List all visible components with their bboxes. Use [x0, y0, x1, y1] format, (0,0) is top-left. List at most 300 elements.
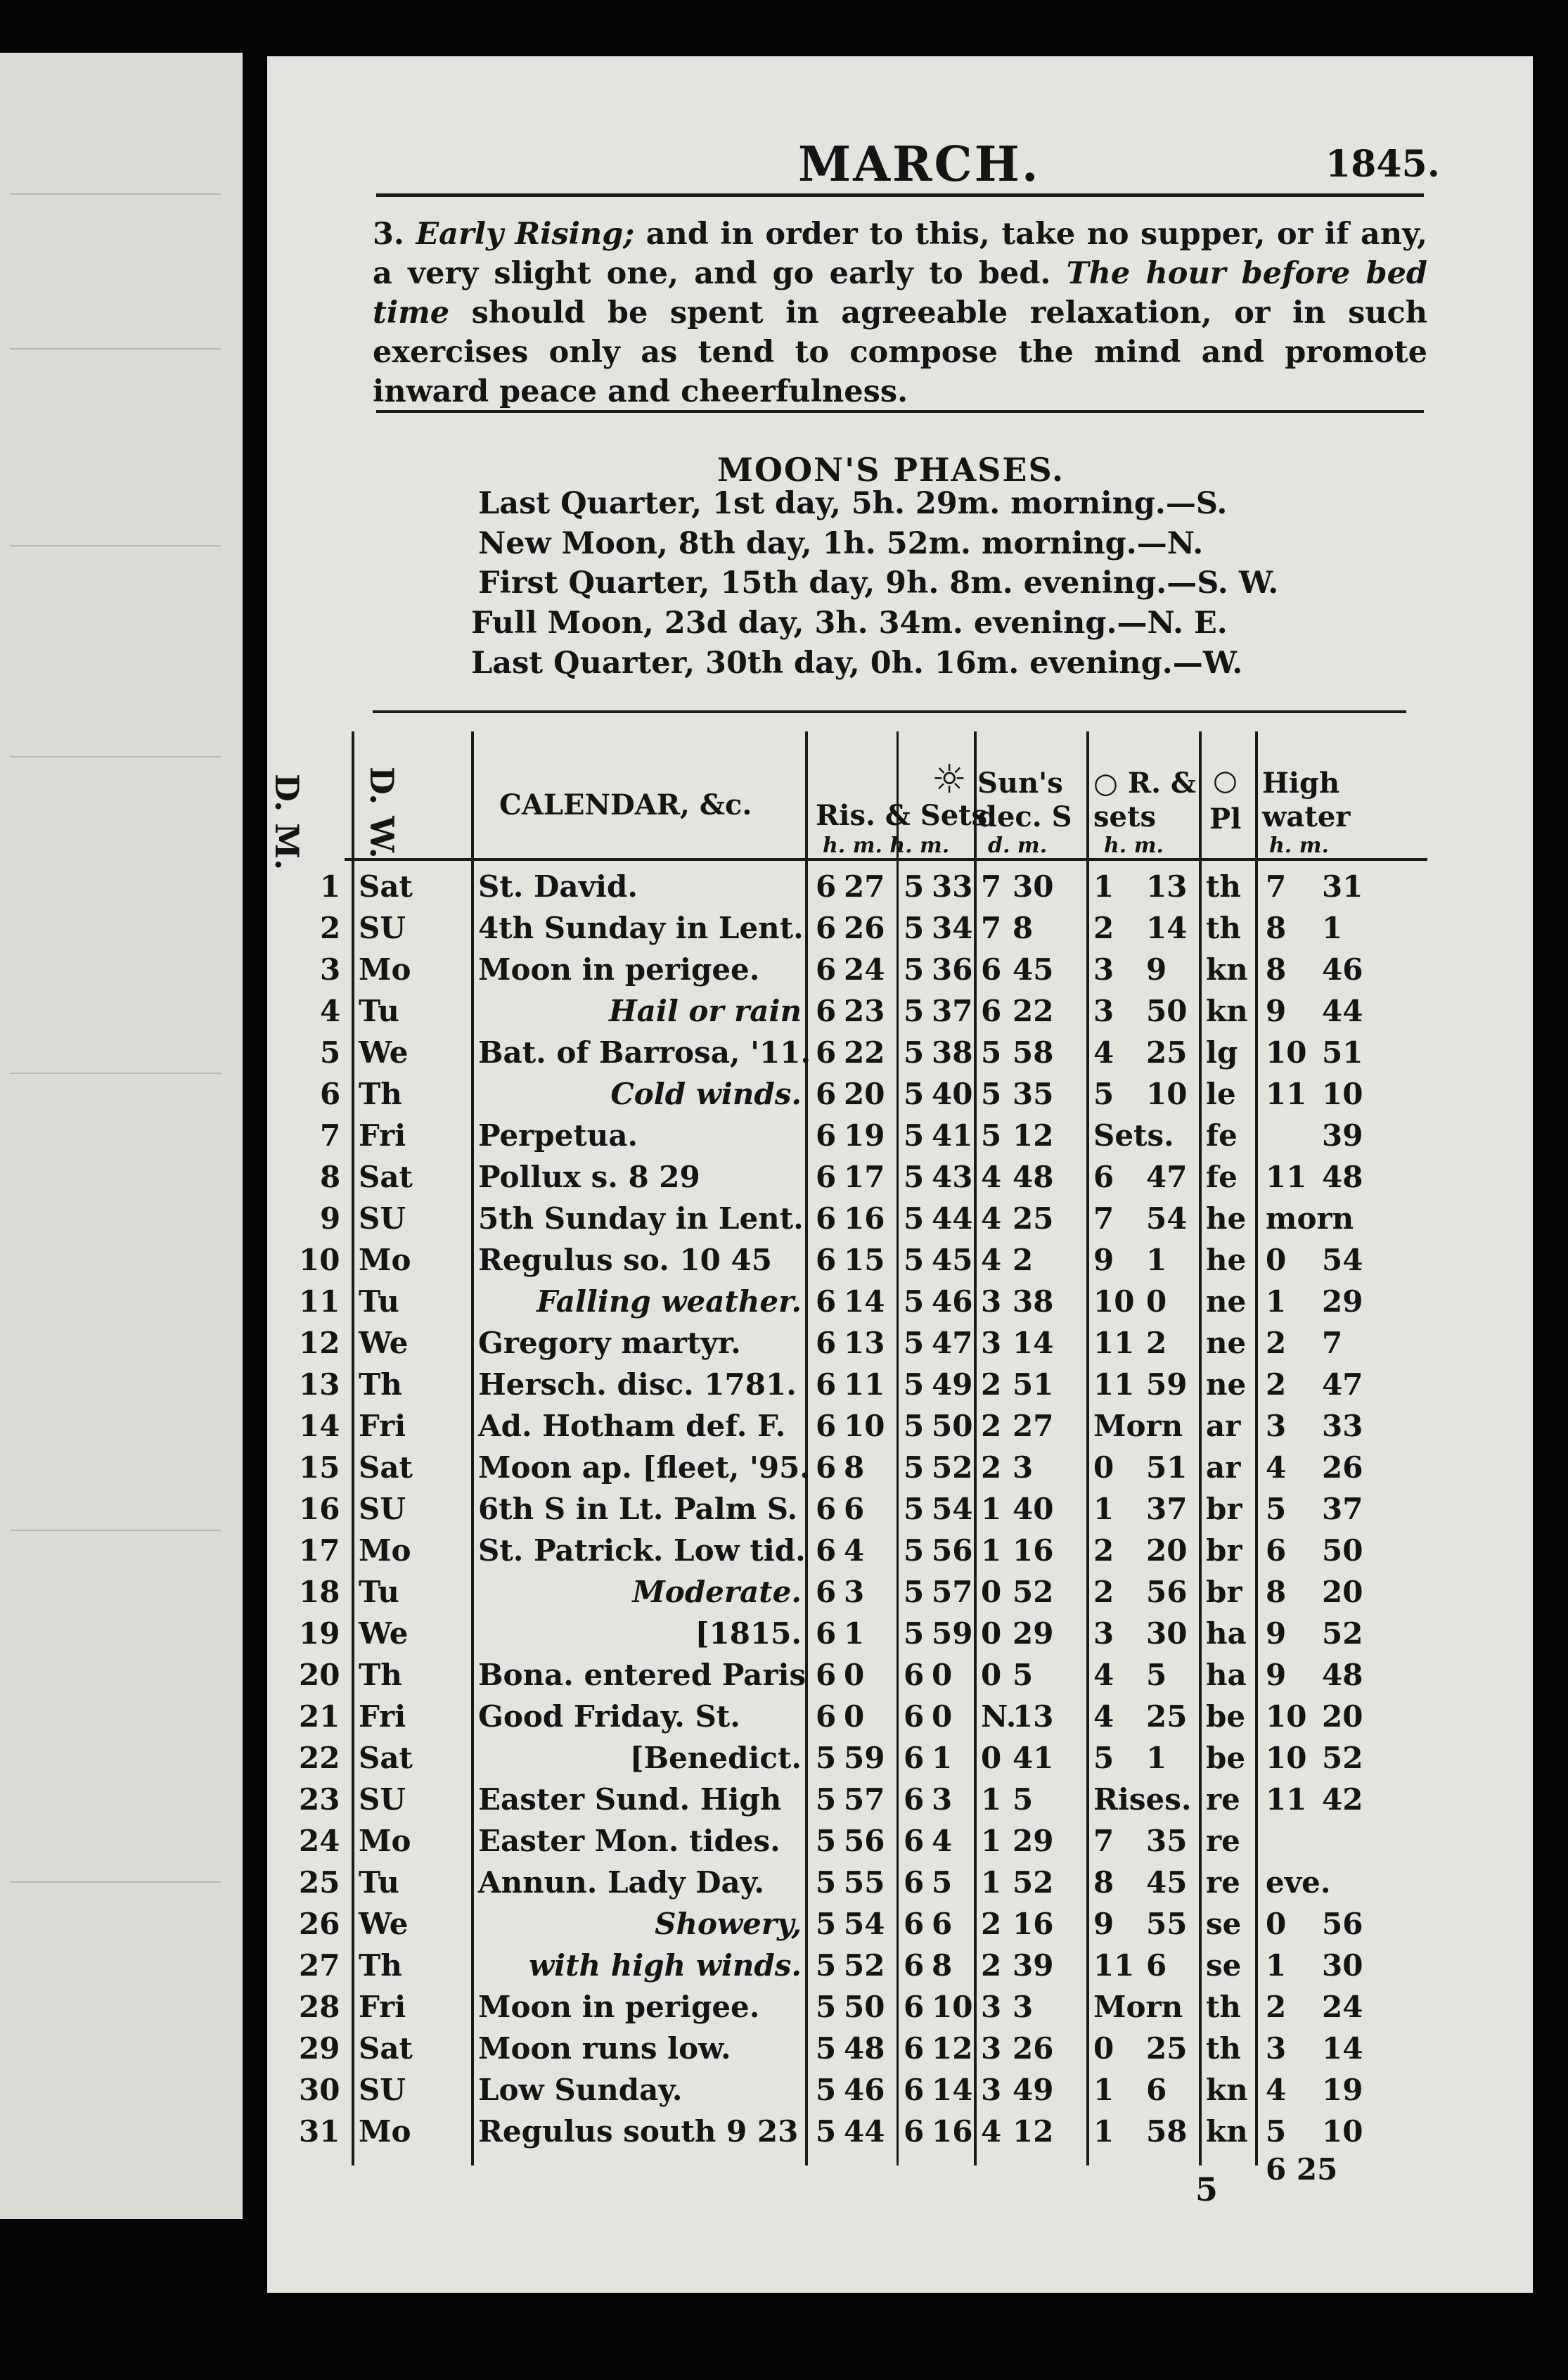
row-dec-deg: 3	[981, 2073, 1002, 2107]
row-moon-place: ne	[1206, 1326, 1247, 1360]
row-day-of-month: 27	[299, 1948, 340, 1983]
row-hw-min: 7	[1322, 1326, 1343, 1360]
row-dec-deg: 4	[981, 1243, 1002, 1277]
row-day-of-month: 20	[299, 1658, 340, 1692]
row-sunrise-min: 44	[844, 2114, 885, 2149]
row-sunset-min: 5	[932, 1865, 953, 1900]
row-moon-hour: 4	[1093, 1699, 1114, 1734]
row-dec-min: 52	[1013, 1575, 1054, 1609]
row-calendar-note: Regulus so. 10 45	[478, 1243, 772, 1277]
row-sunset-hour: 5	[904, 1450, 925, 1485]
row-moon-place: kn	[1206, 2073, 1248, 2107]
row-sunrise-hour: 5	[816, 2031, 837, 2066]
row-calendar-note: Good Friday. St.	[478, 1699, 740, 1734]
row-hw-min: 1	[1322, 911, 1343, 945]
row-hw-min: 10	[1322, 1077, 1363, 1111]
row-day-of-month: 25	[299, 1865, 340, 1900]
header-day-of-week: D. W.	[363, 767, 401, 859]
row-hw-hour: morn	[1266, 1201, 1354, 1236]
row-sunset-min: 57	[932, 1575, 973, 1609]
row-moon-hour: 2	[1093, 911, 1114, 945]
row-day-of-week: Sat	[359, 1450, 413, 1485]
row-dec-min: 22	[1013, 994, 1054, 1028]
col-sep-cal	[471, 731, 474, 2165]
row-day-of-month: 14	[299, 1409, 340, 1443]
row-sunrise-min: 59	[844, 1741, 885, 1775]
row-sunset-hour: 5	[904, 1118, 925, 1153]
row-dec-deg: 7	[981, 869, 1002, 904]
row-sunrise-min: 23	[844, 994, 885, 1028]
row-day-of-week: SU	[359, 1201, 406, 1236]
row-moon-hour: 11	[1093, 1948, 1135, 1983]
row-hw-hour: 11	[1266, 1782, 1307, 1817]
row-moon-hour: 1	[1093, 1492, 1114, 1526]
row-hw-min: 24	[1322, 1990, 1363, 2024]
row-day-of-week: We	[359, 1035, 409, 1070]
row-sunset-min: 10	[932, 1990, 973, 2024]
row-sunset-hour: 6	[904, 1699, 925, 1734]
row-sunrise-hour: 5	[816, 1865, 837, 1900]
row-dec-min: 41	[1013, 1741, 1054, 1775]
row-hw-min: 14	[1322, 2031, 1363, 2066]
header-dec-units: d. m.	[988, 833, 1048, 858]
row-sunrise-hour: 6	[816, 1160, 837, 1194]
row-moon-min: 25	[1146, 1699, 1188, 1734]
row-hw-min: 44	[1322, 994, 1363, 1028]
row-calendar-note: Cold winds.	[610, 1077, 802, 1111]
row-dec-min: 29	[1013, 1616, 1054, 1651]
row-day-of-week: Fri	[359, 1990, 406, 2024]
row-day-of-week: Mo	[359, 2114, 411, 2149]
row-day-of-month: 29	[299, 2031, 340, 2066]
row-moon-place: kn	[1206, 2114, 1248, 2149]
row-dec-deg: 2	[981, 1409, 1002, 1443]
row-sunset-hour: 6	[904, 1948, 925, 1983]
row-day-of-week: SU	[359, 1782, 406, 1817]
row-sunrise-min: 4	[844, 1533, 865, 1568]
row-moon-hour: 4	[1093, 1035, 1114, 1070]
row-moon-place: be	[1206, 1741, 1246, 1775]
row-dec-deg: 1	[981, 1824, 1002, 1858]
row-dec-min: 48	[1013, 1160, 1054, 1194]
row-dec-min: 14	[1013, 1326, 1054, 1360]
row-day-of-month: 5	[320, 1035, 341, 1070]
row-sunset-hour: 6	[904, 1741, 925, 1775]
row-calendar-note: Gregory martyr.	[478, 1326, 741, 1360]
row-moon-min: 30	[1146, 1616, 1188, 1651]
row-sunset-hour: 5	[904, 1533, 925, 1568]
header-hw-units: h. m.	[1269, 833, 1329, 858]
row-calendar-note: Falling weather.	[536, 1284, 802, 1319]
row-moon-place: ne	[1206, 1367, 1247, 1402]
row-moon-hour: 7	[1093, 1824, 1114, 1858]
header-day-of-month: D. M.	[268, 774, 306, 871]
row-hw-hour: 2	[1266, 1990, 1287, 2024]
row-dec-deg: 4	[981, 1160, 1002, 1194]
row-moon-place: th	[1206, 2031, 1241, 2066]
row-sunset-min: 52	[932, 1450, 973, 1485]
row-moon-min: 1	[1146, 1741, 1167, 1775]
row-dec-min: 5	[1013, 1782, 1034, 1817]
row-calendar-note: Bona. entered Paris	[478, 1658, 807, 1692]
row-sunrise-hour: 6	[816, 1450, 837, 1485]
row-dec-deg: 1	[981, 1533, 1002, 1568]
row-sunrise-min: 20	[844, 1077, 885, 1111]
row-sunrise-min: 13	[844, 1326, 885, 1360]
row-moon-hour: 3	[1093, 952, 1114, 987]
row-dec-min: 2	[1013, 1243, 1034, 1277]
row-hw-hour: 11	[1266, 1160, 1307, 1194]
row-sunrise-hour: 5	[816, 1824, 837, 1858]
row-moon-place: fe	[1206, 1160, 1238, 1194]
row-calendar-note: Hersch. disc. 1781.	[478, 1367, 797, 1402]
row-moon-place: fe	[1206, 1118, 1238, 1153]
row-hw-extra: 6 25	[1266, 2152, 1338, 2187]
row-dec-min: 8	[1013, 911, 1034, 945]
header-rise-set-units: h. m. h. m.	[823, 833, 950, 858]
row-moon-min: 20	[1146, 1533, 1188, 1568]
row-day-of-month: 11	[299, 1284, 340, 1319]
row-moon-min: 51	[1146, 1450, 1188, 1485]
row-dec-min: 16	[1013, 1907, 1054, 1941]
row-hw-min: 20	[1322, 1699, 1363, 1734]
row-moon-hour: Morn	[1093, 1409, 1183, 1443]
row-sunset-hour: 5	[904, 1575, 925, 1609]
row-sunset-min: 54	[932, 1492, 973, 1526]
para-text-1: and in order to this, take no supper, or if any, a very slight one, and go early to bed.	[373, 217, 1427, 291]
row-sunrise-min: 3	[844, 1575, 865, 1609]
row-moon-min: 10	[1146, 1077, 1188, 1111]
row-hw-hour: 4	[1266, 1450, 1287, 1485]
row-moon-min: 59	[1146, 1367, 1188, 1402]
row-sunset-hour: 5	[904, 1284, 925, 1319]
row-calendar-note: Moderate.	[632, 1575, 802, 1609]
row-sunrise-min: 22	[844, 1035, 885, 1070]
row-moon-place: ha	[1206, 1658, 1247, 1692]
row-sunrise-min: 46	[844, 2073, 885, 2107]
row-moon-place: kn	[1206, 994, 1248, 1028]
row-day-of-week: We	[359, 1907, 409, 1941]
row-moon-min: 14	[1146, 911, 1188, 945]
row-sunset-hour: 5	[904, 994, 925, 1028]
row-sunrise-hour: 6	[816, 911, 837, 945]
row-day-of-week: Mo	[359, 1824, 411, 1858]
row-day-of-week: Th	[359, 1367, 402, 1402]
row-day-of-month: 23	[299, 1782, 340, 1817]
row-dec-min: 39	[1013, 1948, 1054, 1983]
row-moon-place: br	[1206, 1533, 1242, 1568]
row-moon-hour: 3	[1093, 1616, 1114, 1651]
row-calendar-note: St. Patrick. Low tid.	[478, 1533, 806, 1568]
row-sunset-min: 45	[932, 1243, 973, 1277]
row-sunset-min: 16	[932, 2114, 973, 2149]
moon-phases-title: MOON'S PHASES.	[717, 451, 1065, 489]
row-sunrise-hour: 6	[816, 1658, 837, 1692]
row-day-of-month: 21	[299, 1699, 340, 1734]
row-hw-hour: 3	[1266, 2031, 1287, 2066]
row-day-of-month: 28	[299, 1990, 340, 2024]
row-sunrise-min: 50	[844, 1990, 885, 2024]
row-hw-hour: 8	[1266, 911, 1287, 945]
row-dec-deg: 0	[981, 1658, 1002, 1692]
moon-bottom-rule	[373, 710, 1406, 713]
row-hw-hour: 9	[1266, 1658, 1287, 1692]
row-moon-place: ne	[1206, 1284, 1247, 1319]
row-dec-min: 13	[1013, 1699, 1054, 1734]
moon-phase-line: First Quarter, 15th day, 9h. 8m. evening.—S. W.	[478, 565, 1279, 601]
row-sunrise-hour: 6	[816, 1284, 837, 1319]
row-moon-min: 5	[1146, 1658, 1167, 1692]
row-sunrise-min: 19	[844, 1118, 885, 1153]
row-dec-min: 30	[1013, 869, 1054, 904]
row-hw-min: 46	[1322, 952, 1363, 987]
row-day-of-month: 17	[299, 1533, 340, 1568]
row-sunrise-min: 17	[844, 1160, 885, 1194]
row-sunset-min: 34	[932, 911, 973, 945]
row-sunrise-hour: 6	[816, 1077, 837, 1111]
row-calendar-note: Easter Mon. tides.	[478, 1824, 780, 1858]
row-day-of-month: 22	[299, 1741, 340, 1775]
row-moon-hour: 9	[1093, 1907, 1114, 1941]
row-hw-hour: 8	[1266, 952, 1287, 987]
row-sunset-min: 8	[932, 1948, 953, 1983]
row-sunset-min: 12	[932, 2031, 973, 2066]
row-dec-deg: 0	[981, 1575, 1002, 1609]
row-hw-min: 42	[1322, 1782, 1363, 1817]
row-sunrise-hour: 5	[816, 1948, 837, 1983]
row-day-of-month: 31	[299, 2114, 340, 2149]
row-hw-hour: 10	[1266, 1741, 1307, 1775]
row-moon-place: se	[1206, 1907, 1242, 1941]
row-moon-place: lg	[1206, 1035, 1238, 1070]
row-sunrise-min: 15	[844, 1243, 885, 1277]
row-sunrise-min: 16	[844, 1201, 885, 1236]
row-calendar-note: Ad. Hotham def. F.	[478, 1409, 786, 1443]
row-hw-min: 56	[1322, 1907, 1363, 1941]
row-sunrise-hour: 6	[816, 1616, 837, 1651]
row-sunset-hour: 6	[904, 2031, 925, 2066]
row-sunrise-hour: 5	[816, 1741, 837, 1775]
row-sunrise-min: 56	[844, 1824, 885, 1858]
row-sunset-min: 44	[932, 1201, 973, 1236]
row-sunrise-hour: 5	[816, 1782, 837, 1817]
row-moon-min: 54	[1146, 1201, 1188, 1236]
row-hw-hour: 10	[1266, 1035, 1307, 1070]
row-dec-deg: 3	[981, 2031, 1002, 2066]
row-sunrise-hour: 6	[816, 952, 837, 987]
row-sunrise-hour: 6	[816, 1533, 837, 1568]
row-dec-deg: 6	[981, 994, 1002, 1028]
row-day-of-month: 30	[299, 2073, 340, 2107]
row-moon-place: br	[1206, 1575, 1242, 1609]
row-sunset-min: 38	[932, 1035, 973, 1070]
row-dec-deg: 5	[981, 1077, 1002, 1111]
col-sep-moon	[1086, 731, 1089, 2165]
row-dec-deg: 4	[981, 2114, 1002, 2149]
row-moon-place: br	[1206, 1492, 1242, 1526]
row-hw-hour: 8	[1266, 1575, 1287, 1609]
row-moon-place: se	[1206, 1948, 1242, 1983]
row-dec-min: 27	[1013, 1409, 1054, 1443]
row-moon-hour: 9	[1093, 1243, 1114, 1277]
row-day-of-week: Mo	[359, 1533, 411, 1568]
row-day-of-month: 1	[320, 869, 341, 904]
row-calendar-note: [Benedict.	[629, 1741, 802, 1775]
row-moon-hour: Sets.	[1093, 1118, 1174, 1153]
row-sunrise-hour: 5	[816, 2073, 837, 2107]
moon-phase-line: Full Moon, 23d day, 3h. 34m. evening.—N. E.	[471, 606, 1228, 641]
row-dec-deg: 1	[981, 1865, 1002, 1900]
row-sunrise-min: 11	[844, 1367, 885, 1402]
row-dec-deg: 4	[981, 1201, 1002, 1236]
row-day-of-month: 7	[320, 1118, 341, 1153]
row-sunrise-min: 48	[844, 2031, 885, 2066]
row-calendar-note: Pollux s. 8 29	[478, 1160, 700, 1194]
row-day-of-month: 3	[320, 952, 341, 987]
row-sunset-min: 6	[932, 1907, 953, 1941]
row-sunrise-hour: 6	[816, 1367, 837, 1402]
row-moon-hour: 6	[1093, 1160, 1114, 1194]
row-moon-hour: 1	[1093, 2114, 1114, 2149]
row-day-of-week: Th	[359, 1948, 402, 1983]
row-day-of-week: SU	[359, 2073, 406, 2107]
signature-mark: 5	[1195, 2170, 1219, 2208]
row-calendar-note: Low Sunday.	[478, 2073, 683, 2107]
row-day-of-week: Tu	[359, 1284, 399, 1319]
row-dec-min: 35	[1013, 1077, 1054, 1111]
row-day-of-month: 15	[299, 1450, 340, 1485]
row-dec-deg: 3	[981, 1326, 1002, 1360]
row-sunrise-min: 8	[844, 1450, 865, 1485]
row-dec-min: 49	[1013, 2073, 1054, 2107]
row-moon-hour: 5	[1093, 1741, 1114, 1775]
row-moon-hour: Rises.	[1093, 1782, 1192, 1817]
row-sunset-hour: 5	[904, 1367, 925, 1402]
row-moon-hour: 1	[1093, 869, 1114, 904]
row-sunrise-hour: 6	[816, 1575, 837, 1609]
row-hw-min: 26	[1322, 1450, 1363, 1485]
row-day-of-month: 6	[320, 1077, 341, 1111]
row-moon-min: 6	[1146, 1948, 1167, 1983]
row-sunrise-min: 0	[844, 1699, 865, 1734]
row-hw-min: 47	[1322, 1367, 1363, 1402]
row-dec-deg: 6	[981, 952, 1002, 987]
row-moon-min: 56	[1146, 1575, 1188, 1609]
row-day-of-month: 16	[299, 1492, 340, 1526]
row-day-of-month: 4	[320, 994, 341, 1028]
row-calendar-note: with high winds.	[529, 1948, 802, 1983]
para-lead-italic: Early Rising;	[416, 217, 635, 252]
row-dec-min: 45	[1013, 952, 1054, 987]
row-sunset-hour: 5	[904, 1409, 925, 1443]
header-moon-units: h. m.	[1104, 833, 1164, 858]
row-sunset-hour: 5	[904, 1201, 925, 1236]
row-calendar-note: St. David.	[478, 869, 638, 904]
year-label: 1845.	[1325, 143, 1440, 186]
row-hw-min: 19	[1322, 2073, 1363, 2107]
row-hw-min: 37	[1322, 1492, 1363, 1526]
row-sunset-hour: 5	[904, 1160, 925, 1194]
row-day-of-week: SU	[359, 1492, 406, 1526]
row-hw-hour: eve.	[1266, 1865, 1331, 1900]
row-day-of-month: 26	[299, 1907, 340, 1941]
row-day-of-week: We	[359, 1616, 409, 1651]
col-sep-hw	[1255, 731, 1258, 2165]
header-rule-bottom	[345, 858, 1427, 861]
row-sunrise-hour: 6	[816, 1326, 837, 1360]
row-sunrise-hour: 6	[816, 1699, 837, 1734]
row-hw-min: 50	[1322, 1533, 1363, 1568]
row-sunset-min: 0	[932, 1658, 953, 1692]
row-moon-place: ar	[1206, 1450, 1241, 1485]
row-sunrise-hour: 6	[816, 1201, 837, 1236]
row-moon-min: 2	[1146, 1326, 1167, 1360]
row-sunset-min: 41	[932, 1118, 973, 1153]
row-sunset-min: 14	[932, 2073, 973, 2107]
row-sunrise-min: 14	[844, 1284, 885, 1319]
row-sunset-min: 47	[932, 1326, 973, 1360]
row-dec-deg: 5	[981, 1118, 1002, 1153]
row-sunrise-hour: 6	[816, 1035, 837, 1070]
row-moon-min: 58	[1146, 2114, 1188, 2149]
row-hw-hour: 5	[1266, 1492, 1287, 1526]
header-moon-symbol: ○	[1213, 764, 1238, 797]
row-sunset-hour: 6	[904, 2073, 925, 2107]
row-moon-hour: 11	[1093, 1367, 1135, 1402]
row-hw-hour: 10	[1266, 1699, 1307, 1734]
header-calendar: CALENDAR, &c.	[499, 788, 752, 821]
row-sunset-min: 43	[932, 1160, 973, 1194]
row-day-of-week: SU	[359, 911, 406, 945]
row-moon-place: he	[1206, 1243, 1247, 1277]
row-dec-min: 40	[1013, 1492, 1054, 1526]
row-dec-min: 3	[1013, 1450, 1034, 1485]
row-hw-min: 48	[1322, 1658, 1363, 1692]
row-sunrise-hour: 6	[816, 1492, 837, 1526]
row-calendar-note: 5th Sunday in Lent.	[478, 1201, 804, 1236]
row-sunrise-hour: 5	[816, 2114, 837, 2149]
row-moon-min: 50	[1146, 994, 1188, 1028]
row-moon-place: re	[1206, 1865, 1240, 1900]
row-sunrise-min: 0	[844, 1658, 865, 1692]
row-hw-hour: 9	[1266, 994, 1287, 1028]
row-moon-hour: 5	[1093, 1077, 1114, 1111]
row-dec-min: 52	[1013, 1865, 1054, 1900]
row-hw-min: 54	[1322, 1243, 1363, 1277]
row-sunset-min: 40	[932, 1077, 973, 1111]
row-dec-min: 12	[1013, 1118, 1054, 1153]
row-day-of-month: 8	[320, 1160, 341, 1194]
row-hw-min: 48	[1322, 1160, 1363, 1194]
row-calendar-note: Showery,	[655, 1907, 802, 1941]
row-moon-min: 37	[1146, 1492, 1188, 1526]
row-sunset-min: 37	[932, 994, 973, 1028]
row-sunset-min: 46	[932, 1284, 973, 1319]
row-moon-place: le	[1206, 1077, 1236, 1111]
row-calendar-note: [1815.	[695, 1616, 802, 1651]
row-sunset-hour: 5	[904, 1492, 925, 1526]
row-hw-hour: 2	[1266, 1367, 1287, 1402]
row-hw-hour: 5	[1266, 2114, 1287, 2149]
row-sunrise-min: 27	[844, 869, 885, 904]
row-hw-min: 31	[1322, 869, 1363, 904]
row-dec-min: 58	[1013, 1035, 1054, 1070]
row-day-of-month: 9	[320, 1201, 341, 1236]
row-moon-hour: 0	[1093, 1450, 1114, 1485]
row-hw-hour: 1	[1266, 1948, 1287, 1983]
row-hw-min: 52	[1322, 1741, 1363, 1775]
row-moon-hour: 10	[1093, 1284, 1135, 1319]
